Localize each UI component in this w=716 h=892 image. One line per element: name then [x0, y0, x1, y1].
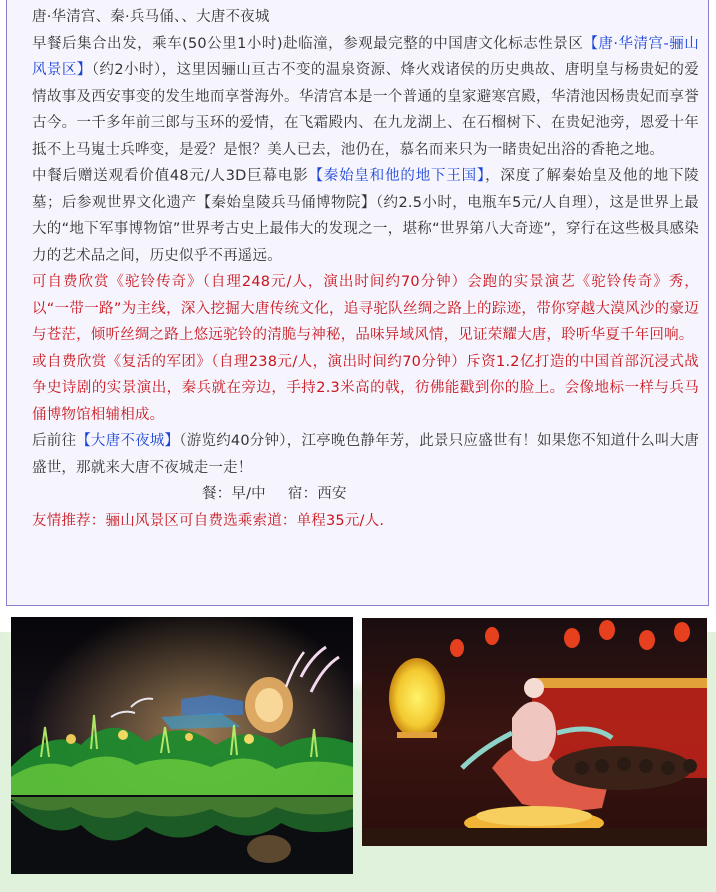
stay-info: 宿：西安	[287, 486, 347, 502]
photo-tang-dancers-image	[362, 618, 707, 846]
paragraph-camel-bell-show: 可自费欣赏《驼铃传奇》（自理248元/人，演出时间约70分钟）会跑的实景演艺《驼铃传奇》秀，以“一带一路”为主线，深入挖掘大唐传统文化，追寻驼队丝绸之路上的踪迹，带你穿越大漠风沙的豪迈与苍茫，倾听丝绸之路上悠远驼铃的清脆与神秘，品味异域风情，见证荣耀大唐，聆听华夏千年回响。	[32, 274, 699, 343]
paragraph-text: 早餐后集合出发，乘车(50公里1小时)赴临潼，参观最完整的中国唐文化标志性景区	[32, 35, 584, 52]
photo-lantern-garden-image	[11, 617, 353, 874]
day-header: 唐·华清宫、秦·兵马俑、、大唐不夜城	[32, 9, 270, 25]
paragraph-text: 后前往	[32, 433, 77, 449]
photo-tang-dancers	[362, 618, 707, 846]
meals-info: 餐：早/中	[202, 486, 266, 502]
paragraph-text: ，深度了解秦始皇及他的地下陵墓；后参观世界文化遗产【秦始皇陵兵马俑博物院】（约2.5小时，电瓶车5元/人自理），这是世界上最大的“地下军事博物馆”世界考古史上最伟大的发现之一，堪称“世界第八大奇迹”，穿行在这些极具感染力的艺术品之间，历史似乎不再遥远。	[32, 168, 699, 264]
paragraph-terracotta	[32, 163, 699, 269]
paragraph-text: （约2小时），这里因骊山亘古不变的温泉资源、烽火戏诸侯的历史典故、唐明皇与杨贵妃的爱情故事及西安事变的发生地而享誉海外。华清宫本是一个普通的皇家避寒宫殿，华清池因杨贵妃而享誉古今。一千多年前三郎与玉环的爱情，在飞霜殿内、在九龙湖上、在石榴树下、在贵妃池旁，恩爱十年抵不上马嵬士兵哗变，是爱？是恨？美人已去，池仍在，慕名而来只为一睹贵妃出浴的香艳之地。	[32, 62, 699, 158]
friendly-tip: 友情推荐：骊山风景区可自费选乘索道：单程35元/人.	[32, 512, 385, 529]
link-datang-night-city[interactable]: 【大唐不夜城】	[76, 433, 180, 449]
link-qin-underground-kingdom[interactable]: 【秦始皇和他的地下王国】	[308, 168, 486, 184]
link-huaqing-palace[interactable]: 【唐·华清宫-骊山风景区】	[32, 35, 699, 78]
paragraph-huaqing	[32, 31, 699, 164]
paragraph-resurrected-army-show: 或自费欣赏《复活的军团》（自理238元/人，演出时间约70分钟）斥资1.2亿打造的中国首部沉浸式战争史诗剧的实景演出，秦兵就在旁边，手持2.3米高的戟，彷佛能戳到你的脸上。会像地标一样与兵马俑博物馆相辅相成。	[32, 353, 699, 423]
paragraph-text: （游览约40分钟），江亭晚色静年芳，此景只应盛世有！如果您不知道什么叫大唐盛世，那就来大唐不夜城走一走！	[32, 433, 699, 476]
itinerary-panel	[6, 0, 709, 606]
meals-and-stay	[32, 481, 699, 508]
photo-lantern-garden	[11, 617, 353, 874]
paragraph-text: 中餐后赠送观看价值48元/人3D巨幕电影	[32, 168, 309, 184]
paragraph-datang-night-city	[32, 428, 699, 481]
itinerary-content	[32, 4, 699, 534]
